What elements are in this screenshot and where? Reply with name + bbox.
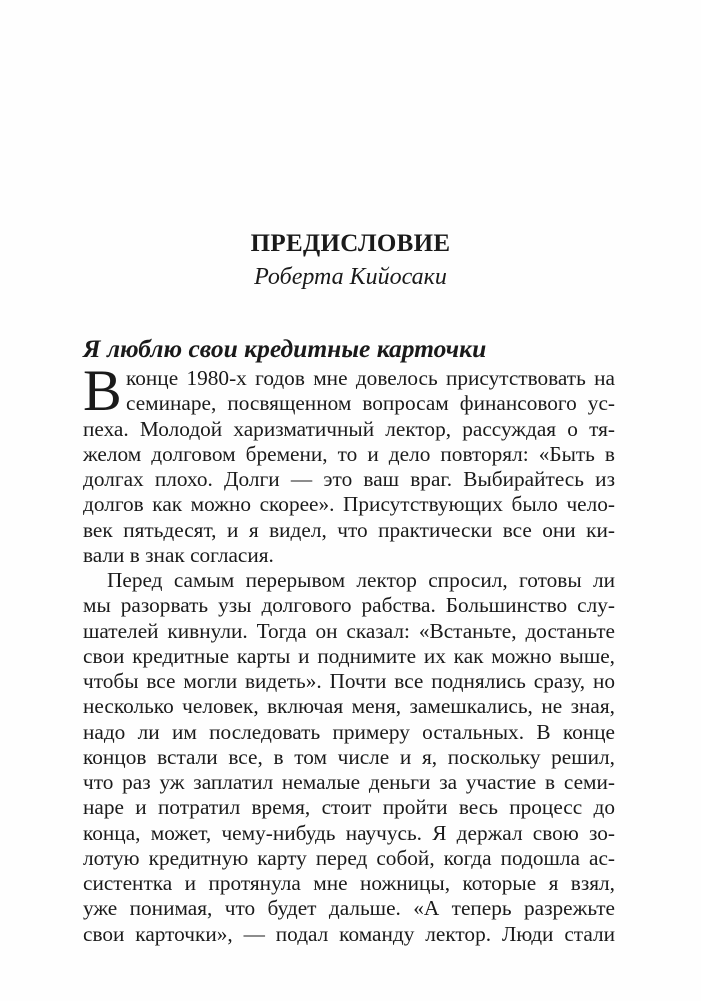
text-line: лотую кредитную карту перед собой, когда подошла ас- [83, 845, 615, 870]
drop-cap: В [83, 358, 122, 423]
text-line: свои кредитные карты и поднимите их как можно выше, [83, 643, 615, 668]
text-line: долгах плохо. Долги — это ваш враг. Выбирайтесь из [83, 467, 615, 491]
text-line: концов встали все, в том числе и я, поскольку решил, [83, 744, 615, 769]
text-line: свои карточки», — подал команду лектор. Люди стали [83, 921, 615, 946]
text-line: уже понимая, что будет дальше. «А теперь разрежьте [83, 896, 615, 921]
text-line: наре и потратил время, стоит пройти весь процесс до [83, 795, 615, 820]
chapter-title: ПРЕДИСЛОВИЕ [250, 230, 451, 257]
text-line: мы разорвать узы долгового рабства. Большинство слу- [83, 593, 615, 618]
chapter-author: Роберта Кийосаки [254, 264, 447, 290]
text-line: конце 1980-х годов мне довелось присутствовать на [126, 366, 615, 390]
text-line: вали в знак согласия. [83, 542, 274, 567]
text-line: желом долговом бремени, то и дело повторял: «Быть в [83, 441, 615, 466]
text-line: Перед самым перерывом лектор спросил, готовы ли [107, 568, 615, 592]
text-line: долгов как можно скорее». Присутствующих было чело- [83, 492, 615, 517]
text-line: систентка и протянула мне ножницы, которые я взял, [83, 871, 615, 895]
text-line: несколько человек, включая меня, замешкались, не зная, [83, 694, 615, 719]
text-line: век пятьдесят, и я видел, что практически все они ки- [83, 517, 615, 542]
text-line: пеха. Молодой харизматичный лектор, рассуждая о тя- [83, 416, 615, 441]
body-text [83, 366, 615, 947]
text-line: семинаре, посвященном вопросам финансового ус- [126, 391, 615, 416]
text-line: надо ли им последовать примеру остальных. В конце [83, 719, 615, 744]
paragraph-2 [83, 568, 615, 947]
paragraph-1 [83, 366, 615, 568]
text-line: что раз уж заплатил немалые деньги за участие в семи- [83, 770, 615, 794]
text-line: шателей кивнули. Тогда он сказал: «Встаньте, достаньте [83, 618, 615, 643]
section-heading: Я люблю свои кредитные карточки [83, 334, 487, 363]
text-line: конца, может, чему-нибудь научусь. Я держал свою зо- [83, 820, 615, 845]
text-line: чтобы все могли видеть». Почти все поднялись сразу, но [83, 669, 615, 693]
